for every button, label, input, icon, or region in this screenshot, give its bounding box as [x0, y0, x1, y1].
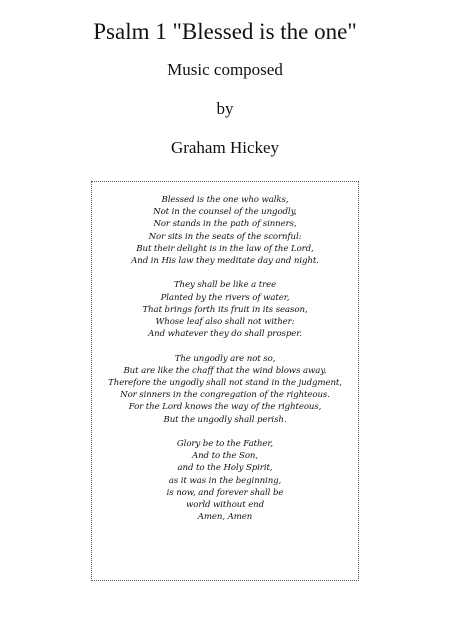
lyric-line: But are like the chaff that the wind blows away. [123, 365, 327, 376]
stanza-4 [92, 438, 358, 523]
lyric-line: But their delight is in the law of the Lord, [136, 243, 314, 254]
lyric-line: Planted by the rivers of water, [160, 292, 290, 303]
stanza-2 [92, 279, 358, 340]
byline-by: by [216, 99, 234, 118]
lyrics-box [91, 181, 359, 581]
document-title: Psalm 1 "Blessed is the one" [93, 19, 357, 44]
lyric-line: And to the Son, [192, 451, 258, 462]
lyric-line: Therefore the ungodly shall not stand in the judgment, [108, 378, 342, 389]
lyric-line: And in His law they meditate day and night. [131, 256, 319, 267]
lyrics-stanzas [92, 194, 358, 536]
lyric-line: Blessed is the one who walks, [161, 195, 289, 205]
lyric-line: But the ungodly shall perish. [163, 414, 287, 425]
lyric-line: For the Lord knows the way of the righteous, [128, 402, 322, 413]
lyric-line: They shall be like a tree [173, 280, 277, 291]
composer-name: Graham Hickey [170, 138, 280, 157]
lyric-line: That brings forth its fruit in its season, [142, 304, 308, 315]
lyric-line: and to the Holy Spirit, [177, 463, 273, 474]
lyric-line: Whose leaf also shall not wither: [155, 317, 295, 328]
lyric-line: as it was in the beginning, [168, 475, 282, 486]
stanza-1 [92, 194, 358, 267]
lyric-line: is now, and forever shall be [166, 487, 284, 498]
lyric-line: The ungodly are not so, [174, 353, 276, 364]
lyric-line: Not in the counsel of the ungodly, [153, 207, 297, 218]
lyric-line: Nor sinners in the congregation of the righteous. [120, 390, 330, 401]
lyric-line: Nor stands in the path of sinners, [153, 219, 297, 230]
lyric-line: Nor sits in the seats of the scornful: [148, 231, 302, 242]
stanza-3 [92, 353, 358, 426]
lyric-line: world without end [185, 500, 265, 511]
document-subtitle: Music composed [167, 60, 283, 79]
lyric-line: Glory be to the Father, [176, 439, 274, 450]
lyric-line: And whatever they do shall prosper. [148, 329, 302, 340]
lyric-line: Amen, Amen [197, 512, 253, 523]
